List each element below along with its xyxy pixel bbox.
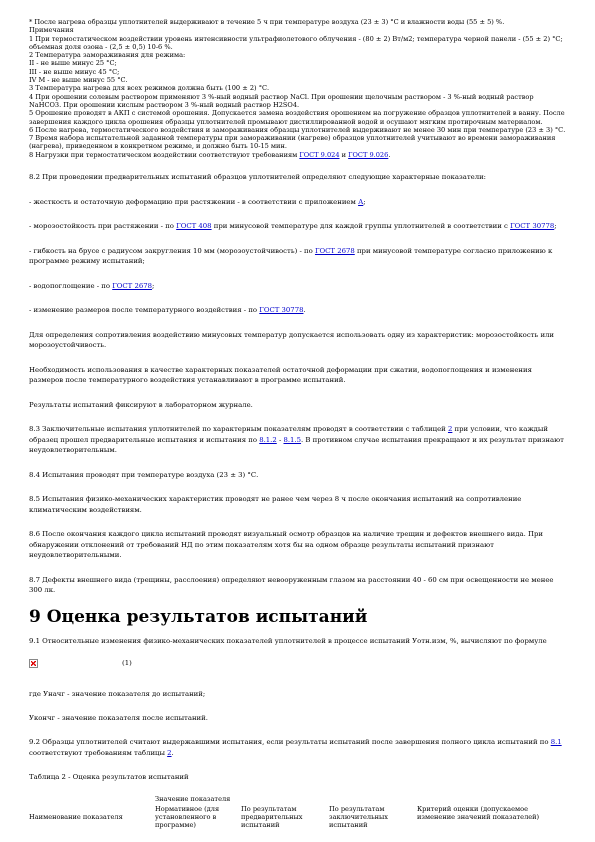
gost-30778-link[interactable]: ГОСТ 30778: [259, 306, 304, 315]
table-header-final: По результатам заключительных испытаний: [329, 804, 389, 830]
bullet-text: ;: [152, 281, 155, 290]
bullet-text: - морозостойкость при растяжении - по: [29, 222, 177, 231]
paragraph-text: 8.3 Заключительные испытания уплотнителей по характерным показателям проводят в соответствии с таблицей: [29, 425, 448, 434]
note-line: 2 Температура замораживания для режима:: [29, 51, 186, 60]
gost-9-026-link[interactable]: ГОСТ 9.026: [348, 150, 389, 159]
results-table: [29, 795, 563, 830]
table-group-header: Значение показателя: [155, 794, 231, 803]
note-line: II - не выше минус 25 °С;: [29, 59, 117, 68]
note-line: 3 Температура нагрева для всех режимов должна быть (100 ± 2) °С.: [29, 84, 270, 93]
bullet-text: - гибкость на брусе с радиусом закругления 10 мм (морозоустойчивость) - по: [29, 246, 315, 255]
paragraph-8-7: 8.7 Дефекты внешнего вида (трещины, расслоения) определяют невооруженным глазом на расстоянии 40 - 60 см при освещенности не менее 300 лк.: [29, 575, 554, 595]
paragraph-text: -: [276, 435, 284, 444]
paragraph-text: . В противном случае испытания прекращают и их результат признают неудовлетворительным.: [29, 435, 564, 455]
paragraph-choice: Для определения сопротивления воздействию минусовых температур допускается использовать одну из характеристик: морозостойкость или морозоустойчивость.: [29, 330, 555, 350]
table-header-preliminary: По результатам предварительных испытаний: [241, 804, 303, 830]
bullet-water-absorption: [29, 281, 567, 292]
gost-30778-link[interactable]: ГОСТ 30778: [510, 222, 555, 231]
note-line: IV М - не выше минус 55 °С.: [29, 76, 128, 85]
paragraph-9-2: [29, 737, 567, 758]
bullet-text: ;: [554, 222, 557, 231]
note-line: 7 Время набора испытательной заданной температуры при замораживании (нагреве) образцов уплотнителей учитывают во времени замораживания (нагрева), приведенном в конкретном режиме, и должно быть 10-15 мин.: [29, 134, 556, 151]
paragraph-log: Результаты испытаний фиксируют в лабораторном журнале.: [29, 400, 253, 409]
formula-row: [29, 650, 567, 676]
bullet-text: - изменение размеров после температурного воздействия - по: [29, 306, 260, 315]
table-2-link[interactable]: 2: [167, 748, 172, 757]
bullet-frost-resistance: [29, 221, 567, 232]
gost-408-link[interactable]: ГОСТ 408: [176, 222, 212, 231]
document-page: [29, 18, 567, 829]
note-line: III - не выше минус 45 °С;: [29, 67, 120, 76]
bullet-text: - водопоглощение - по: [29, 281, 113, 290]
clause-8-1-2-link[interactable]: 8.1.2: [259, 435, 277, 444]
note-line: * После нагрева образцы уплотнителей выдерживают в течение 5 ч при температуре воздуха (23 ± 3) °С и влажности воды (55 ± 5) %.: [29, 18, 505, 26]
table-header-criterion: Критерий оценки (допускаемое изменение значений показателей): [417, 804, 540, 821]
bullet-text: ;: [363, 197, 366, 206]
bullet-flexibility: [29, 246, 567, 267]
table-header-normative: Нормативное (для установленного в программе): [155, 804, 220, 830]
note-text: и: [339, 150, 349, 159]
bullet-text: при минусовой температуре согласно приложению к программе режиму испытаний;: [29, 246, 553, 266]
note-line: 5 Орошение проводят в АКП с системой орошения. Допускается замена воздействия орошением на погружение образцов уплотнителей в ванну. После завершения каждого цикла орошения образцы уплотнителей промывают дистиллированной водой и осушают мягким протирочным материалом.: [29, 109, 565, 126]
broken-image-icon: [29, 659, 38, 668]
table-caption: Таблица 2 - Оценка результатов испытаний: [29, 773, 189, 782]
notes-block: [29, 18, 567, 159]
paragraph-necessity: Необходимость использования в качестве характерных показателей остаточной деформации при сжатии, водопоглощения и изменения размеров после температурного воздействия устанавливают в программе испытаний.: [29, 365, 532, 385]
section-heading: 9 Оценка результатов испытаний: [29, 606, 368, 627]
bullet-text: - жесткость и остаточную деформацию при растяжении - в соответствии с приложением: [29, 197, 359, 206]
paragraph-text: 9.2 Образцы уплотнителей считают выдержавшими испытания, если результаты испытаний после завершения полного цикла испытаний по: [29, 738, 551, 747]
bullet-text: при минусовой температуре для каждой группы уплотнителей в соответствии с: [211, 222, 511, 231]
formula-where-2: Укончг - значение показателя после испытаний.: [29, 713, 208, 722]
paragraph-8-4: 8.4 Испытания проводят при температуре воздуха (23 ± 3) °С.: [29, 470, 259, 479]
bullet-size-change: [29, 305, 567, 316]
paragraph-9-1: 9.1 Относительные изменения физико-механических показателей уплотнителей в процессе испытаний Уотн.изм, %, вычисляют по формуле: [29, 636, 547, 645]
paragraph-text: .: [171, 748, 174, 757]
note-line: Примечания: [29, 26, 74, 35]
clause-8-1-link[interactable]: 8.1: [550, 738, 562, 747]
note-line: [29, 151, 567, 159]
paragraph-text: при условии, что каждый образец прошел предварительные испытания и испытания по: [29, 425, 549, 444]
paragraph-8-6: 8.6 После окончания каждого цикла испытаний проводят визуальный осмотр образцов на наличие трещин и дефектов внешнего вида. При обнаружении отклонений от требований НД по этим показателям хотя бы на одном образце результаты испытаний признают неудовлетворительными.: [29, 530, 543, 560]
note-line: 4 При орошении солевым раствором применяют 3 %-ный водный раствор NaCl. При орошении щелочным раствором - 3 %-ный водный раствор NaHCO3. При орошении кислым раствором 3 %-ный водный раствор H2SO4.: [29, 92, 534, 109]
gost-2678-link[interactable]: ГОСТ 2678: [314, 246, 355, 255]
formula-where-1: где Уначг - значение показателя до испытаний;: [29, 690, 206, 699]
note-line: 6 После нагрева, термостатического воздействия и замораживания образцы уплотнителей выдерживают не менее 30 мин при температуре (23 ± 3) °С.: [29, 125, 566, 134]
appendix-a-link[interactable]: А: [358, 197, 364, 206]
table-2-link[interactable]: 2: [447, 425, 453, 434]
formula-number: (1): [122, 658, 132, 667]
paragraph-8-2: 8.2 При проведении предварительных испытаний образцов уплотнителей определяют следующие характерные показатели:: [29, 173, 486, 182]
note-text: .: [388, 150, 391, 159]
clause-8-1-5-link[interactable]: 8.1.5: [283, 435, 302, 444]
paragraph-8-5: 8.5 Испытания физико-механических характеристик проводят не ранее чем через 8 ч после окончания испытаний на сопротивление климатическим воздействиям.: [29, 495, 522, 514]
paragraph-8-3: [29, 424, 567, 456]
gost-2678-link[interactable]: ГОСТ 2678: [112, 281, 153, 290]
note-line: 1 При термостатическом воздействии уровень интенсивности ультрафиолетового облучения - (80 ± 2) Вт/м2; температура черной панели - (55 ± 2) °С; объемная доля озона - (2,5 ± 0,5) 10-6 %.: [29, 34, 563, 51]
table-header-name: Наименование показателя: [29, 812, 123, 821]
note-text: 8 Нагрузки при термостатическом воздействии соответствуют требованиям: [29, 150, 300, 159]
paragraph-text: соответствуют требованиям таблицы: [29, 748, 168, 757]
gost-9-024-link[interactable]: ГОСТ 9.024: [299, 150, 340, 159]
bullet-stiffness: [29, 197, 567, 208]
bullet-text: .: [303, 306, 306, 315]
